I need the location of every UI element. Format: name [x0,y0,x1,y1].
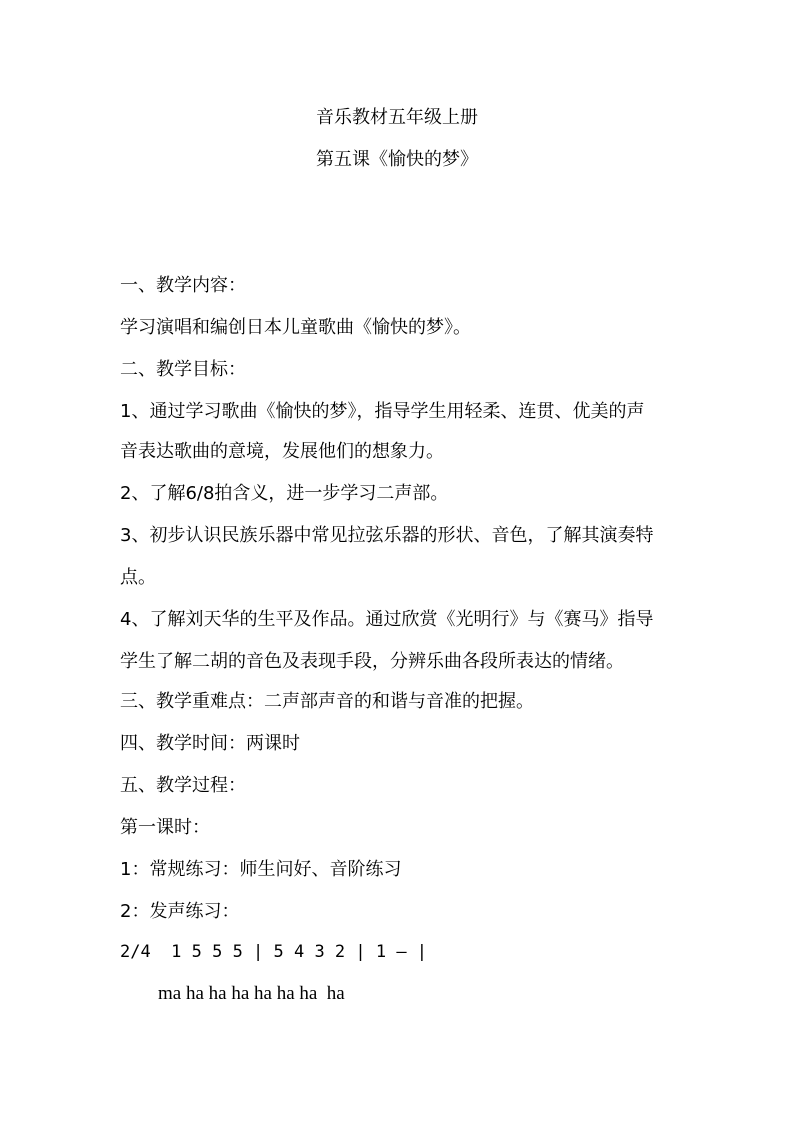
paragraph-line: 2、了解6/8拍含义，进一步学习二声部。 [120,483,449,504]
paragraph-line: 学生了解二胡的音色及表现手段，分辨乐曲各段所表达的情绪。 [120,651,624,672]
section-heading-difficulty: 三、教学重难点：二声部声音的和谐与音准的把握。 [120,691,534,712]
music-notation: 2/4 1 5 5 5 | 5 4 3 2 | 1 — | [120,942,428,962]
paragraph-line: 点。 [120,567,156,588]
section-heading-process: 五、教学过程： [120,775,246,796]
paragraph-line: 1、通过学习歌曲《愉快的梦》，指导学生用轻柔、连贯、优美的声 [120,401,645,422]
paragraph-line: 第一课时： [120,817,210,838]
paragraph-line: 2：发声练习： [120,901,240,922]
paragraph-line: 音表达歌曲的意境，发展他们的想象力。 [120,441,444,462]
paragraph-line: 1：常规练习：师生问好、音阶练习 [120,859,402,880]
lyrics-line: ma ha ha ha ha ha ha ha [158,983,345,1004]
section-heading-content: 一、教学内容： [120,275,246,296]
section-heading-goals: 二、教学目标： [120,359,246,380]
section-heading-time: 四、教学时间：两课时 [120,733,300,754]
document-title: 音乐教材五年级上册 [316,107,478,128]
paragraph-line: 3、初步认识民族乐器中常见拉弦乐器的形状、音色，了解其演奏特 [120,525,654,546]
paragraph-line: 4、了解刘天华的生平及作品。通过欣赏《光明行》与《赛马》指导 [120,609,654,630]
lesson-title: 第五课《愉快的梦》 [316,149,478,170]
paragraph-line: 学习演唱和编创日本儿童歌曲《愉快的梦》。 [120,317,471,338]
